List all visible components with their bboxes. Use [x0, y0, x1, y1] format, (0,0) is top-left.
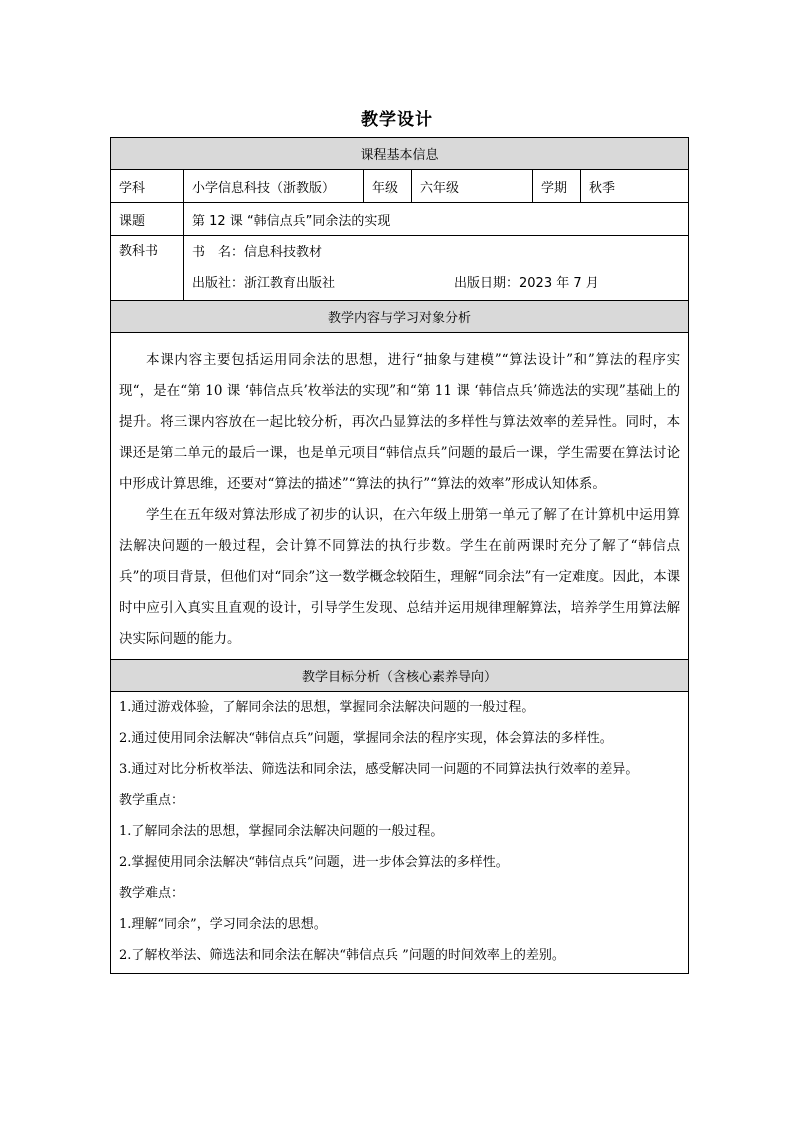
section-header-objectives: 教学目标分析（含核心素养导向）	[111, 660, 689, 692]
section-header-basic-info: 课程基本信息	[111, 138, 689, 170]
analysis-paragraph: 本课内容主要包括运用同余法的思想，进行“抽象与建模”“算法设计”和”算法的程序实现“，是在“第 10 课 ‘韩信点兵’枚举法的实现”和“第 11 课 ‘韩信点兵’筛选法的实现”基础上的提升。将三课内容放在一起比较分析，再次凸显算法的多样性与算法效率的差异性。同时，本课还是第二单元的最后一课，也是单元项目“韩信点兵”问题的最后一课，学生需要在算法讨论中形成计算思维，还要对“算法的描述”“算法的执行”“算法的效率”形成认知体系。	[119, 352, 681, 492]
grade-label: 年级	[364, 170, 412, 203]
objective-line: 2.通过使用同余法解决“韩信点兵”问题，掌握同余法的程序实现，体会算法的多样性。	[119, 731, 613, 746]
key-point-line: 2.掌握使用同余法解决“韩信点兵”问题，进一步体会算法的多样性。	[119, 855, 509, 870]
key-points-heading: 教学重点：	[119, 793, 185, 808]
publisher-line	[192, 268, 680, 299]
lesson-label: 课题	[111, 203, 184, 236]
subject-value: 小学信息科技（浙教版）	[184, 170, 364, 203]
course-design-table	[110, 137, 689, 974]
difficulty-line: 2.了解枚举法、筛选法和同余法在解决“韩信点兵 ”问题的时间效率上的差别。	[119, 948, 565, 963]
objective-line: 1.通过游戏体验，了解同余法的思想，掌握同余法解决问题的一般过程。	[119, 700, 535, 715]
difficulty-line: 1.理解“同余”，学习同余法的思想。	[119, 917, 327, 932]
publisher: 出版社：浙江教育出版社	[192, 276, 336, 291]
difficulties-heading: 教学难点：	[119, 886, 185, 901]
objective-line: 3.通过对比分析枚举法、筛选法和同余法，感受解决同一问题的不同算法执行效率的差异。	[119, 762, 639, 777]
book-name: 书 名：信息科技教材	[192, 245, 323, 260]
textbook-label: 教科书	[111, 236, 184, 301]
analysis-paragraph: 学生在五年级对算法形成了初步的认识，在六年级上册第一单元了解了在计算机中运用算法解决问题的一般过程，会计算不同算法的执行步数。学生在前两课时充分了解了“韩信点兵”的项目背景，但他们对“同余”这一数学概念较陌生，理解“同余法”有一定难度。因此，本课时中应引入真实且直观的设计，引导学生发现、总结并运用规律理解算法，培养学生用算法解决实际问题的能力。	[119, 507, 681, 647]
grade-value: 六年级	[412, 170, 533, 203]
term-label: 学期	[533, 170, 581, 203]
textbook-info	[184, 236, 689, 301]
objectives-body	[111, 692, 689, 974]
subject-label: 学科	[111, 170, 184, 203]
page-title: 教学设计	[361, 110, 433, 130]
key-point-line: 1.了解同余法的思想，掌握同余法解决问题的一般过程。	[119, 824, 444, 839]
lesson-value: 第 12 课 “韩信点兵”同余法的实现	[184, 203, 689, 236]
content-analysis-body	[111, 333, 689, 660]
term-value: 秋季	[581, 170, 689, 203]
pub-date: 出版日期：2023 年 7 月	[454, 276, 599, 291]
section-header-content-analysis: 教学内容与学习对象分析	[111, 301, 689, 333]
